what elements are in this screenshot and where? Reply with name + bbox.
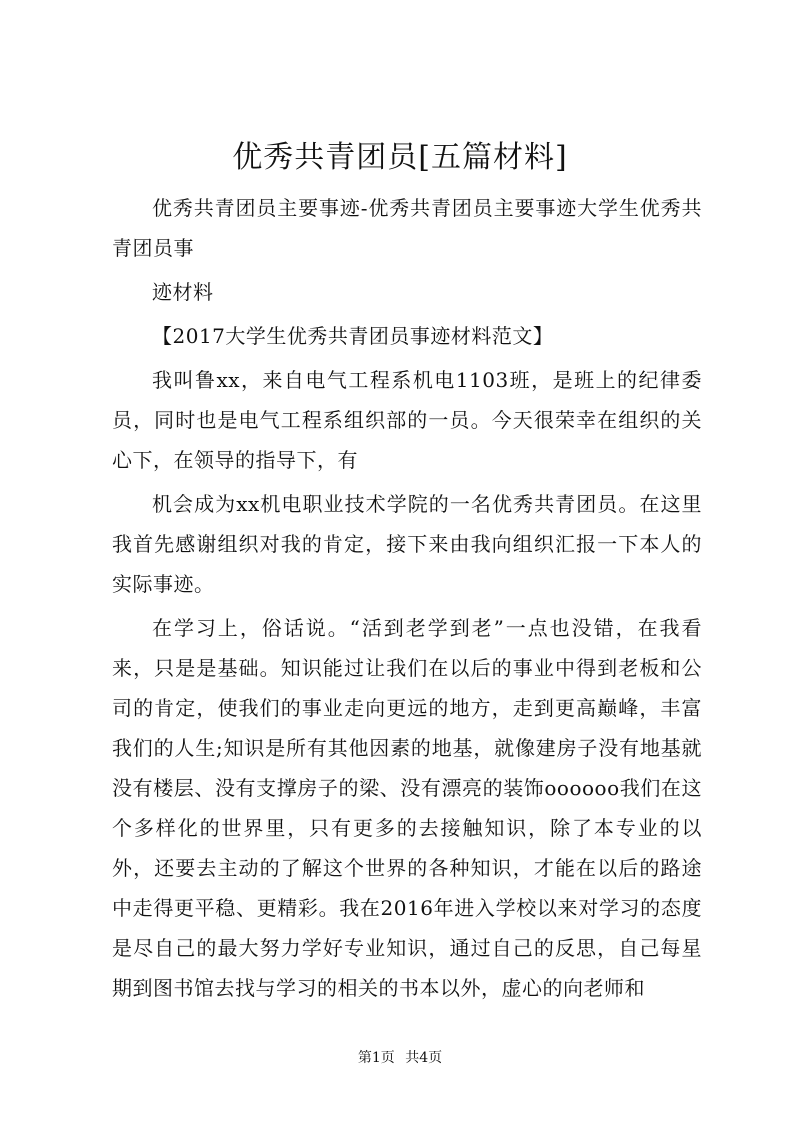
paragraph: 迹材料: [152, 280, 214, 304]
paragraph: 机会成为xx机电职业技术学院的一名优秀共青团员。在这里我首先感谢组织对我的肯定，接下来由我向组织汇报一下本人的实际事迹。: [112, 492, 702, 596]
page-number: 第1页: [357, 1050, 395, 1066]
page-total: 共4页: [405, 1050, 443, 1066]
paragraph: 我叫鲁xx，来自电气工程系机电1103班，是班上的纪律委员，同时也是电气工程系组织部的一员。今天很荣幸在组织的关心下，在领导的指导下，有: [112, 368, 702, 472]
document-body: [112, 188, 702, 1012]
page-footer: [0, 1048, 800, 1068]
paragraph: 优秀共青团员主要事迹-优秀共青团员主要事迹大学生优秀共青团员事: [112, 196, 702, 260]
document-title: 优秀共青团员[五篇材料]: [232, 140, 568, 175]
paragraph: 【2017大学生优秀共青团员事迹材料范文】: [152, 324, 554, 348]
paragraph: 在学习上，俗话说。“活到老学到老”一点也没错，在我看来，只是是基础。知识能过让我们在以后的事业中得到老板和公司的肯定，使我们的事业走向更远的地方，走到更高巅峰，丰富我们的人生;知识是所有其他因素的地基，就像建房子没有地基就没有楼层、没有支撑房子的梁、没有漂亮的装饰oooooo我们在这个多样化的世界里，只有更多的去接触知识，除了本专业的以外，还要去主动的了解这个世界的各种知识，才能在以后的路途中走得更平稳、更精彩。我在2016年进入学校以来对学习的态度是尽自己的最大努力学好专业知识，通过自己的反思，自己每星期到图书馆去找与学习的相关的书本以外，虚心的向老师和: [112, 616, 702, 1000]
